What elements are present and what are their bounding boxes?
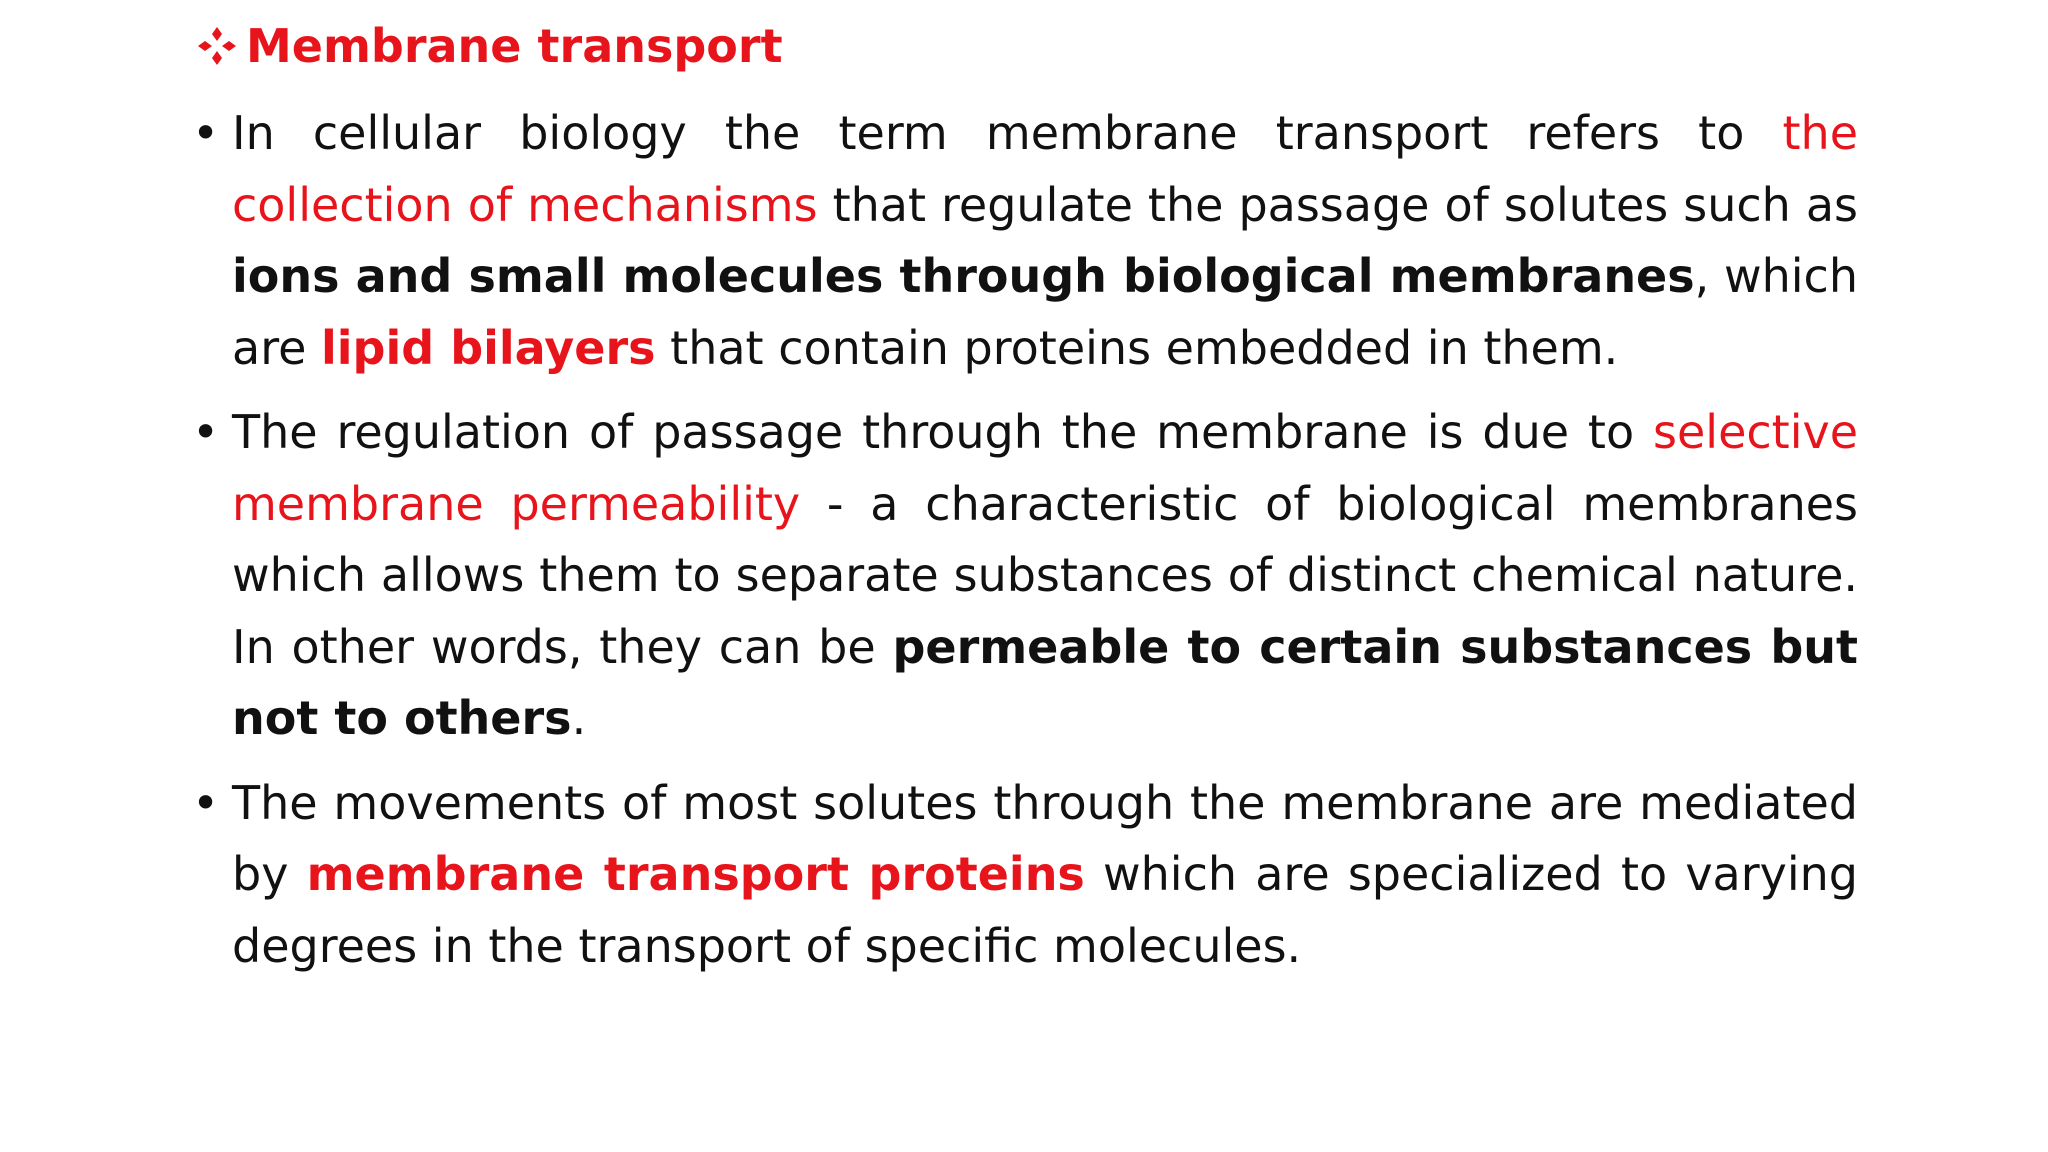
text-run: that contain proteins embedded in them.: [655, 320, 1619, 375]
highlight-run: selective membrane permeability: [232, 405, 1858, 531]
bullet-item: [192, 98, 1858, 384]
emphasis-run: ions and small molecules through biological membranes: [232, 249, 1695, 303]
text-run: The regulation of passage through the membrane is due to: [232, 405, 1654, 459]
slide-title: Membrane transport: [246, 19, 783, 73]
text-run: In cellular biology the term membrane transport refers to: [232, 106, 1783, 160]
emphasis-run: permeable to certain substances but not to others: [232, 619, 1858, 745]
text-run: , which are: [232, 249, 1858, 375]
diamond-bullet-icon: [196, 25, 238, 67]
bullet-text: [232, 397, 1858, 755]
slide-title-row: [196, 14, 783, 78]
highlight-run: the collection of mechanisms: [232, 106, 1858, 232]
bullet-dot-icon: •: [192, 405, 220, 459]
bullet-text: [232, 768, 1858, 983]
highlight-emphasis-run: lipid bilayers: [321, 320, 656, 375]
bullet-text: [232, 98, 1858, 384]
bullet-list: [192, 98, 1858, 995]
text-run: which are specialized to varying degrees in the transport of specific molecules.: [232, 847, 1859, 973]
bullet-item: [192, 397, 1858, 755]
bullet-item: [192, 768, 1858, 983]
text-run: .: [571, 691, 587, 745]
bullet-dot-icon: •: [192, 106, 220, 160]
text-run: that regulate the passage of solutes such as: [817, 177, 1858, 232]
bullet-dot-icon: •: [192, 775, 220, 830]
highlight-emphasis-run: membrane transport proteins: [306, 847, 1085, 901]
text-run: The movements of most solutes through the membrane are mediated by: [232, 775, 1858, 901]
text-run: - a characteristic of biological membranes which allows them to separate substances of distinct chemical nature. In other words, they can be: [232, 476, 1858, 674]
